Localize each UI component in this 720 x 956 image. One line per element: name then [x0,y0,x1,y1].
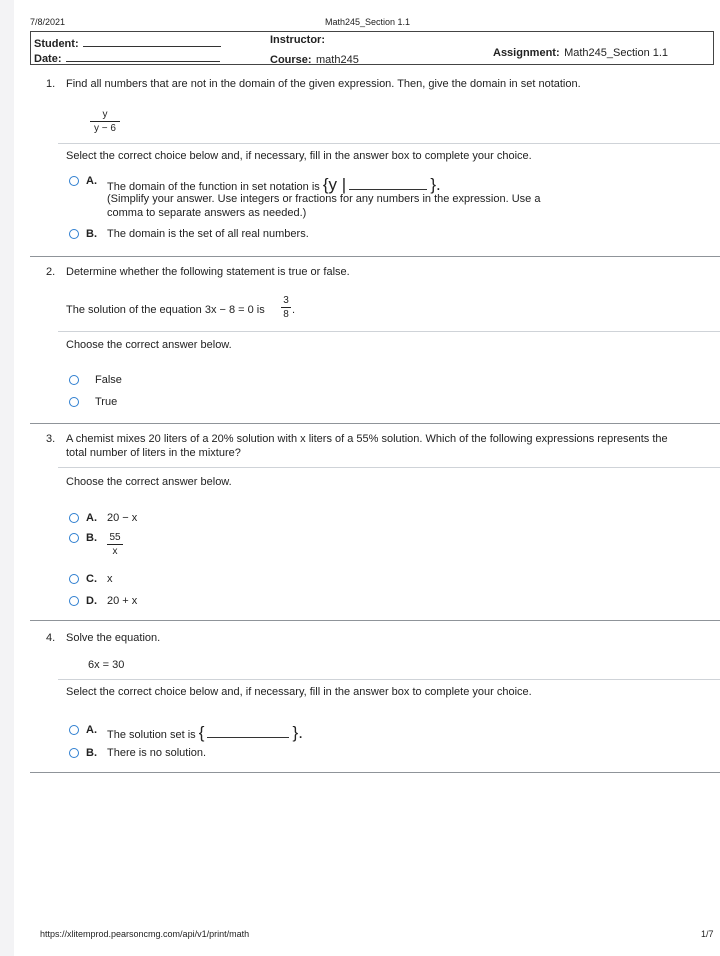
q2-period: . [292,304,296,316]
q3-option-c-radio[interactable] [69,574,79,584]
q4-instruction: Select the correct choice below and, if necessary, fill in the answer box to complete your choice. [66,686,532,698]
q1-set-open: {y | [322,175,347,194]
q1-option-b-radio[interactable] [69,229,79,239]
q3-option-d-radio[interactable] [69,596,79,606]
q3-option-b-fraction-bar [107,544,123,545]
divider [58,679,720,680]
q1-denominator: y − 6 [94,123,116,134]
q2-option-true-radio[interactable] [69,397,79,407]
q4-option-a-text: The solution set is [107,729,196,741]
q4-option-a-radio[interactable] [69,725,79,735]
q2-option-false-text: False [95,374,122,386]
q3-option-c-text: x [107,573,113,585]
q2-fraction-bar [281,307,291,308]
q1-option-a-letter: A. [86,175,97,187]
q1-option-b-text: The domain is the set of all real numbers. [107,228,309,240]
question-separator [30,256,720,257]
q2-prompt: Determine whether the following statement is true or false. [66,266,350,278]
date-row [34,49,220,67]
q2-option-false-radio[interactable] [69,375,79,385]
q2-fraction [281,295,291,320]
q1-prompt: Find all numbers that are not in the domain of the given expression. Then, give the domain in set notation. [66,78,581,90]
q4-option-a-letter: A. [86,724,97,736]
q3-option-b-denominator: x [112,546,118,557]
date-label: Date: [34,53,62,65]
q3-prompt-line1: A chemist mixes 20 liters of a 20% solution with x liters of a 55% solution. Which of the following expressions represents the [66,433,668,445]
print-title: Math245_Section 1.1 [325,17,411,27]
q1-expression [90,109,120,134]
q3-number: 3. [46,433,56,445]
assignment-value: Math245_Section 1.1 [564,47,669,59]
q1-instruction: Select the correct choice below and, if necessary, fill in the answer box to complete your choice. [66,150,532,162]
q1-answer-box[interactable] [349,177,427,190]
q1-fraction-bar [90,121,120,122]
q3-option-b-fraction [107,532,123,557]
q2-number: 2. [46,266,56,278]
q2-statement: The solution of the equation 3x − 8 = 0 is [66,304,265,316]
q4-option-a-row [107,725,303,741]
assignment-label: Assignment: [493,47,560,59]
q4-prompt: Solve the equation. [66,632,161,644]
footer-url: https://xlitemprod.pearsoncmg.com/api/v1/print/math [40,929,250,939]
course-label: Course: [270,54,312,66]
q3-option-d-letter: D. [86,595,97,607]
question-separator [30,423,720,424]
instructor-label: Instructor: [270,34,325,46]
q4-option-b-text: There is no solution. [107,747,207,759]
q2-denominator: 8 [283,309,289,320]
q2-instruction: Choose the correct answer below. [66,339,232,351]
q1-set-close: }. [430,175,441,194]
q2-numerator: 3 [283,295,289,306]
course-row [270,50,359,68]
q1-numerator: y [102,109,108,120]
student-blank [83,36,221,47]
q3-option-b-numerator: 55 [109,532,121,543]
question-separator [30,772,720,773]
q3-instruction: Choose the correct answer below. [66,476,232,488]
q4-set-open: { [198,723,205,742]
q3-prompt-line2: total number of liters in the mixture? [66,447,241,459]
q1-option-a-radio[interactable] [69,176,79,186]
q3-option-d-text: 20 + x [107,595,138,607]
q1-option-a-text: The domain of the function in set notation is [107,181,320,193]
q3-option-c-letter: C. [86,573,97,585]
q4-option-b-letter: B. [86,747,97,759]
page-number: 1/7 [701,929,714,939]
q3-option-a-radio[interactable] [69,513,79,523]
q1-option-b-letter: B. [86,228,97,240]
q1-option-a-note1: (Simplify your answer. Use integers or fractions for any numbers in the expression. Use a [107,193,541,205]
q1-option-a-row [107,177,441,193]
print-date: 7/8/2021 [30,17,66,27]
question-separator [30,620,720,621]
divider [58,331,720,332]
assignment-row [493,43,668,61]
q3-option-a-text: 20 − x [107,512,138,524]
date-blank [66,51,220,62]
q4-option-b-radio[interactable] [69,748,79,758]
q3-option-b-radio[interactable] [69,533,79,543]
q1-number: 1. [46,78,56,90]
divider [58,143,720,144]
q2-option-true-text: True [95,396,118,408]
q4-answer-box[interactable] [207,725,289,738]
student-label: Student: [34,38,79,50]
q4-number: 4. [46,632,56,644]
q4-equation: 6x = 30 [88,659,125,671]
q3-option-a-letter: A. [86,512,97,524]
q1-option-a-note2: comma to separate answers as needed.) [107,207,307,219]
course-value: math245 [316,54,359,66]
q3-option-b-letter: B. [86,532,97,544]
q4-set-close: }. [292,723,303,742]
divider [58,467,720,468]
